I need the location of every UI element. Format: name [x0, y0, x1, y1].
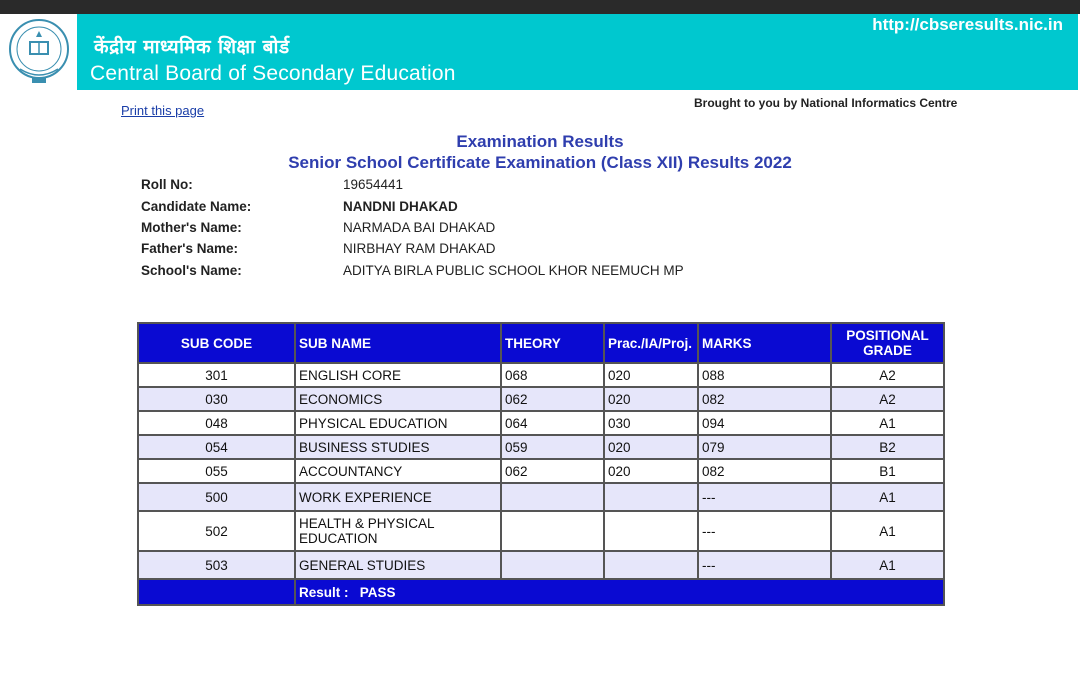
candidate-label: Candidate Name: [141, 199, 252, 214]
credit-text: Brought to you by National Informatics Centre [694, 96, 958, 110]
grade-cell: A1 [831, 483, 944, 511]
result-label: Result : [299, 584, 349, 600]
sub-name-cell: PHYSICAL EDUCATION [295, 411, 501, 435]
grade-cell: A1 [831, 551, 944, 579]
table-row [138, 483, 944, 511]
sub-code-cell: 503 [138, 551, 295, 579]
mother-label: Mother's Name: [141, 220, 242, 235]
school-value: ADITYA BIRLA PUBLIC SCHOOL KHOR NEEMUCH MP [343, 263, 684, 278]
marks-cell: 079 [698, 435, 831, 459]
theory-cell [501, 511, 604, 551]
sub-code-cell: 030 [138, 387, 295, 411]
sub-name-cell: WORK EXPERIENCE [295, 483, 501, 511]
sub-name-cell: BUSINESS STUDIES [295, 435, 501, 459]
theory-cell: 062 [501, 387, 604, 411]
marks-cell: 088 [698, 363, 831, 387]
cbse-emblem-icon [8, 17, 70, 85]
sub-code-cell: 048 [138, 411, 295, 435]
marks-cell: 094 [698, 411, 831, 435]
result-value: PASS [359, 584, 396, 600]
header-practical: Prac./IA/Proj. [604, 323, 698, 363]
theory-cell: 064 [501, 411, 604, 435]
sub-code-cell: 054 [138, 435, 295, 459]
header-sub-name: SUB NAME [295, 323, 501, 363]
top-bar [0, 0, 1080, 14]
marks-cell: --- [698, 483, 831, 511]
table-row [138, 387, 944, 411]
site-url[interactable]: http://cbseresults.nic.in [872, 15, 1063, 34]
practical-cell: 020 [604, 435, 698, 459]
practical-cell: 020 [604, 387, 698, 411]
marks-cell: --- [698, 511, 831, 551]
practical-cell: 030 [604, 411, 698, 435]
father-label: Father's Name: [141, 241, 238, 256]
theory-cell: 062 [501, 459, 604, 483]
table-row [138, 551, 944, 579]
school-label: School's Name: [141, 263, 242, 278]
sub-name-cell: HEALTH & PHYSICAL EDUCATION [295, 511, 501, 551]
header-marks: MARKS [698, 323, 831, 363]
table-header-row [138, 323, 944, 363]
theory-cell: 068 [501, 363, 604, 387]
practical-cell: 020 [604, 459, 698, 483]
theory-cell: 059 [501, 435, 604, 459]
board-name-english: Central Board of Secondary Education [90, 62, 456, 85]
header-theory: THEORY [501, 323, 604, 363]
marks-table [137, 322, 945, 606]
marks-cell: --- [698, 551, 831, 579]
sub-name-cell: GENERAL STUDIES [295, 551, 501, 579]
practical-cell [604, 511, 698, 551]
candidate-value: NANDNI DHAKAD [343, 199, 458, 214]
sub-code-cell: 301 [138, 363, 295, 387]
result-cell [295, 579, 944, 605]
practical-cell [604, 483, 698, 511]
roll-value: 19654441 [343, 177, 404, 192]
sub-name-cell: ENGLISH CORE [295, 363, 501, 387]
grade-cell: B2 [831, 435, 944, 459]
mother-value: NARMADA BAI DHAKAD [343, 220, 496, 235]
result-row [138, 579, 944, 605]
page-title: Examination Results [456, 132, 624, 151]
marks-cell: 082 [698, 387, 831, 411]
grade-cell: A2 [831, 387, 944, 411]
marks-cell: 082 [698, 459, 831, 483]
theory-cell [501, 551, 604, 579]
table-row [138, 363, 944, 387]
result-spacer [138, 579, 295, 605]
practical-cell: 020 [604, 363, 698, 387]
header-grade: POSITIONAL GRADE [831, 323, 944, 363]
sub-code-cell: 055 [138, 459, 295, 483]
theory-cell [501, 483, 604, 511]
sub-code-cell: 502 [138, 511, 295, 551]
sub-name-cell: ACCOUNTANCY [295, 459, 501, 483]
grade-cell: A1 [831, 411, 944, 435]
table-row [138, 511, 944, 551]
board-name-hindi: केंद्रीय माध्यमिक शिक्षा बोर्ड [94, 36, 290, 58]
grade-cell: A1 [831, 511, 944, 551]
roll-label: Roll No: [141, 177, 193, 192]
grade-cell: A2 [831, 363, 944, 387]
father-value: NIRBHAY RAM DHAKAD [343, 241, 496, 256]
sub-code-cell: 500 [138, 483, 295, 511]
table-row [138, 411, 944, 435]
exam-title: Senior School Certificate Examination (Class XII) Results 2022 [288, 153, 792, 172]
grade-cell: B1 [831, 459, 944, 483]
table-row [138, 459, 944, 483]
print-link[interactable]: Print this page [121, 103, 205, 118]
sub-name-cell: ECONOMICS [295, 387, 501, 411]
table-row [138, 435, 944, 459]
practical-cell [604, 551, 698, 579]
header-sub-code: SUB CODE [138, 323, 295, 363]
